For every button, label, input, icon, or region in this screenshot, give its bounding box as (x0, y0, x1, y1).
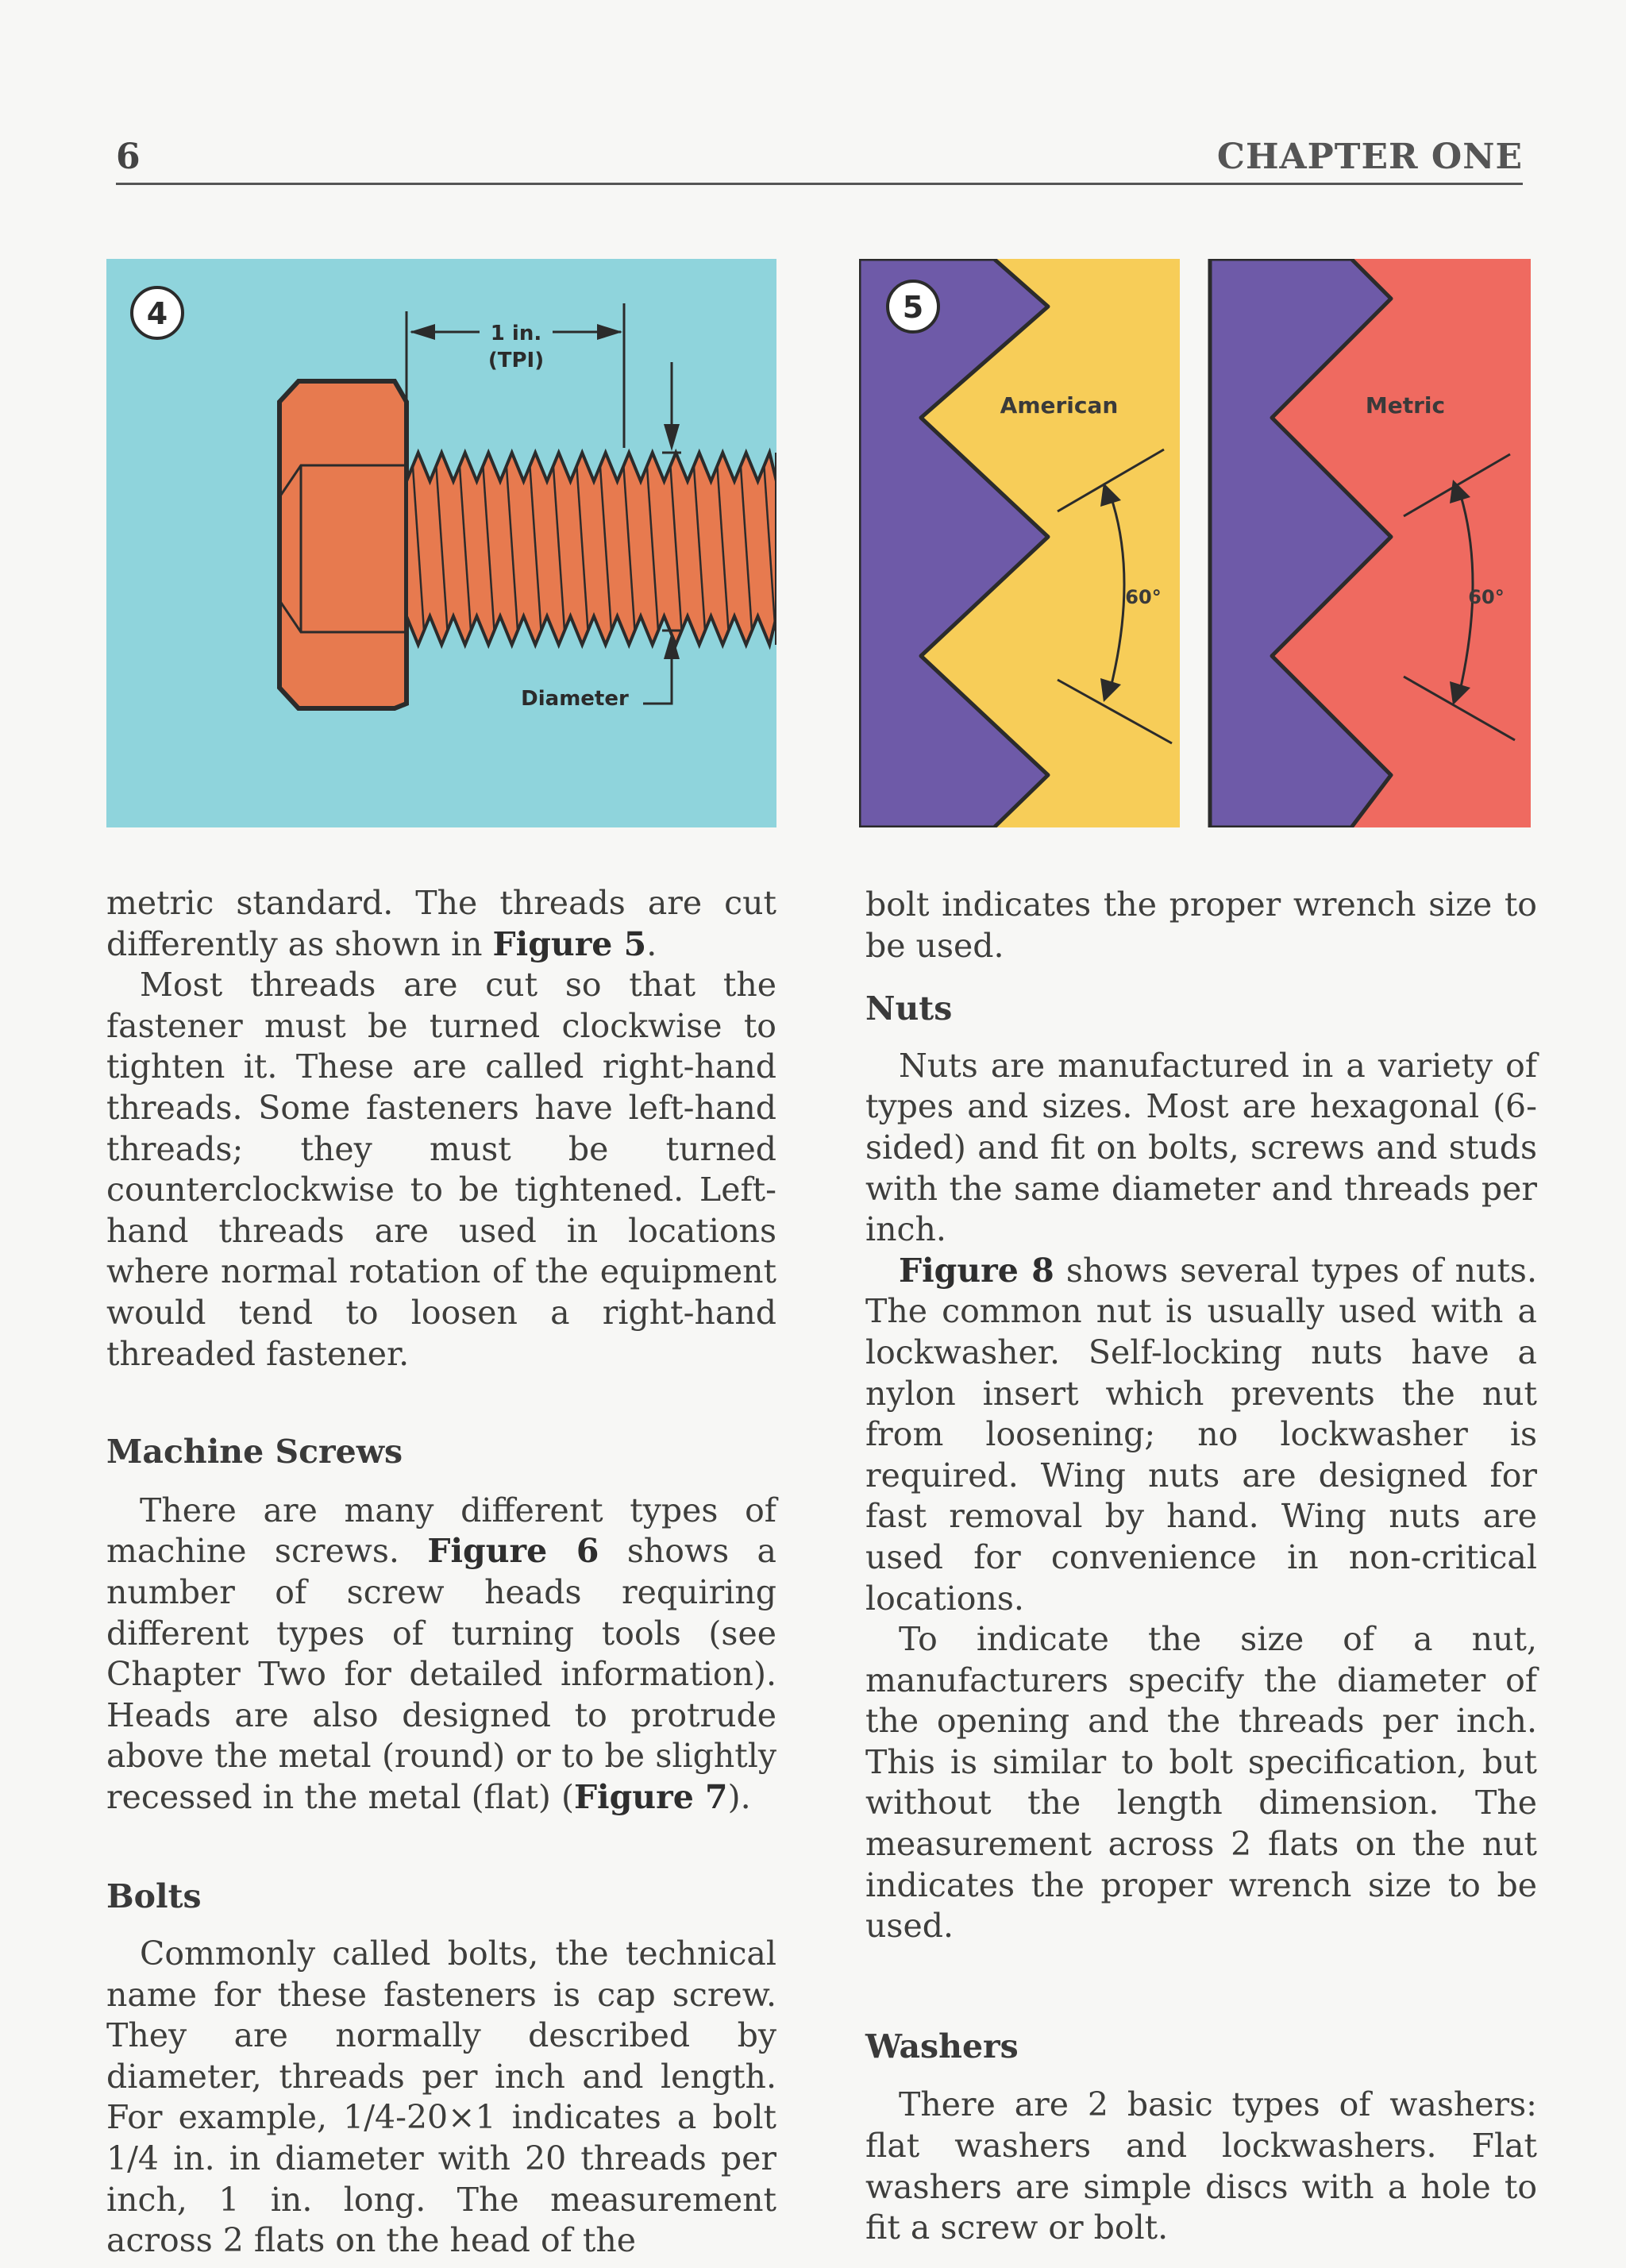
paragraph-metric-standard: metric standard. The threads are cut differently as shown in Figure 5. (106, 884, 776, 963)
running-header (116, 133, 1523, 185)
paragraph-wrench-size: bolt indicates the proper wrench size to be used. (865, 885, 1537, 965)
paragraph-nut-size: To indicate the size of a nut, manufacturers specify the diameter of the opening and the threads per inch. This is similar to bolt specification, but without the length dimension. The measurement across 2 flats on the nut indicates the proper wrench size to be used. (865, 1620, 1537, 1946)
heading-nuts: Nuts (865, 989, 953, 1028)
heading-washers: Washers (865, 2027, 1019, 2066)
paragraph-nuts-figure: Figure 8 shows several types of nuts. The common nut is usually used with a lockwasher. Self-locking nuts have a nylon insert which prevents the nut from loosening; no lockwasher is required. Wing nuts are designed for fast removal by hand. Wing nuts are used for convenience in non-critical locations. (865, 1251, 1537, 1618)
figure-5-number: 5 (902, 290, 924, 325)
chapter-title: CHAPTER ONE (1216, 137, 1523, 177)
paragraph-right-hand-threads: Most threads are cut so that the fastener must be turned clockwise to tighten it. These are called right-hand threads. Some fasteners have left-hand threads; they must be turned counterclockwise to be tightened. Left-hand threads are used in locations where normal rotation of the equipment would tend to loosen a right-hand threaded fastener. (106, 966, 776, 1373)
label-1in: 1 in. (490, 322, 542, 345)
label-diameter: Diameter (521, 687, 629, 711)
figure-6-reference: Figure 6 (427, 1532, 599, 1571)
figure-4-number: 4 (146, 296, 168, 331)
heading-machine-screws: Machine Screws (106, 1433, 403, 1472)
thread-icon (406, 453, 776, 645)
american-thread-panel (859, 259, 1180, 827)
paragraph-bolts: Commonly called bolts, the technical name for these fasteners is cap screw. They are normally described by diameter, threads per inch and length. For example, 1/4-20×1 indicates a bolt 1/4 in. in diameter with 20 threads per inch, 1 in. long. The measurement across 2 flats on the head of the (106, 1934, 776, 2260)
page-number: 6 (116, 137, 141, 177)
figure-4-bolt-diagram (106, 259, 776, 827)
paragraph-washers: There are 2 basic types of washers: flat washers and lockwashers. Flat washers are simple discs with a hole to fit a screw or bolt. (865, 2085, 1537, 2247)
figure-5-thread-comparison (859, 259, 1542, 827)
right-column (865, 885, 1537, 2249)
metric-angle: 60° (1468, 586, 1505, 608)
paragraph-nuts-types: Nuts are manufactured in a variety of types and sizes. Most are hexagonal (6-sided) and fit on bolts, screws and studs with the same diameter and threads per inch. (865, 1046, 1537, 1249)
paragraph-machine-screws: There are many different types of machine screws. Figure 6 shows a number of screw heads requiring different types of turning tools (see Chapter Two for detailed information). Heads are also designed to protrude above the metal (round) or to be slightly recessed in the metal (flat) (Figure 7). (106, 1491, 776, 1816)
metric-label: Metric (1365, 392, 1446, 418)
bolt-head-icon (279, 381, 406, 708)
figure-8-reference: Figure 8 (899, 1251, 1054, 1290)
figure-7-reference: Figure 7 (573, 1777, 728, 1816)
figure-5-reference: Figure 5 (492, 924, 647, 963)
american-angle: 60° (1125, 586, 1162, 608)
heading-bolts: Bolts (106, 1877, 202, 1916)
label-tpi: (TPI) (487, 349, 545, 372)
american-label: American (1000, 392, 1119, 418)
left-column (106, 883, 776, 2262)
metric-thread-panel (1210, 259, 1531, 827)
